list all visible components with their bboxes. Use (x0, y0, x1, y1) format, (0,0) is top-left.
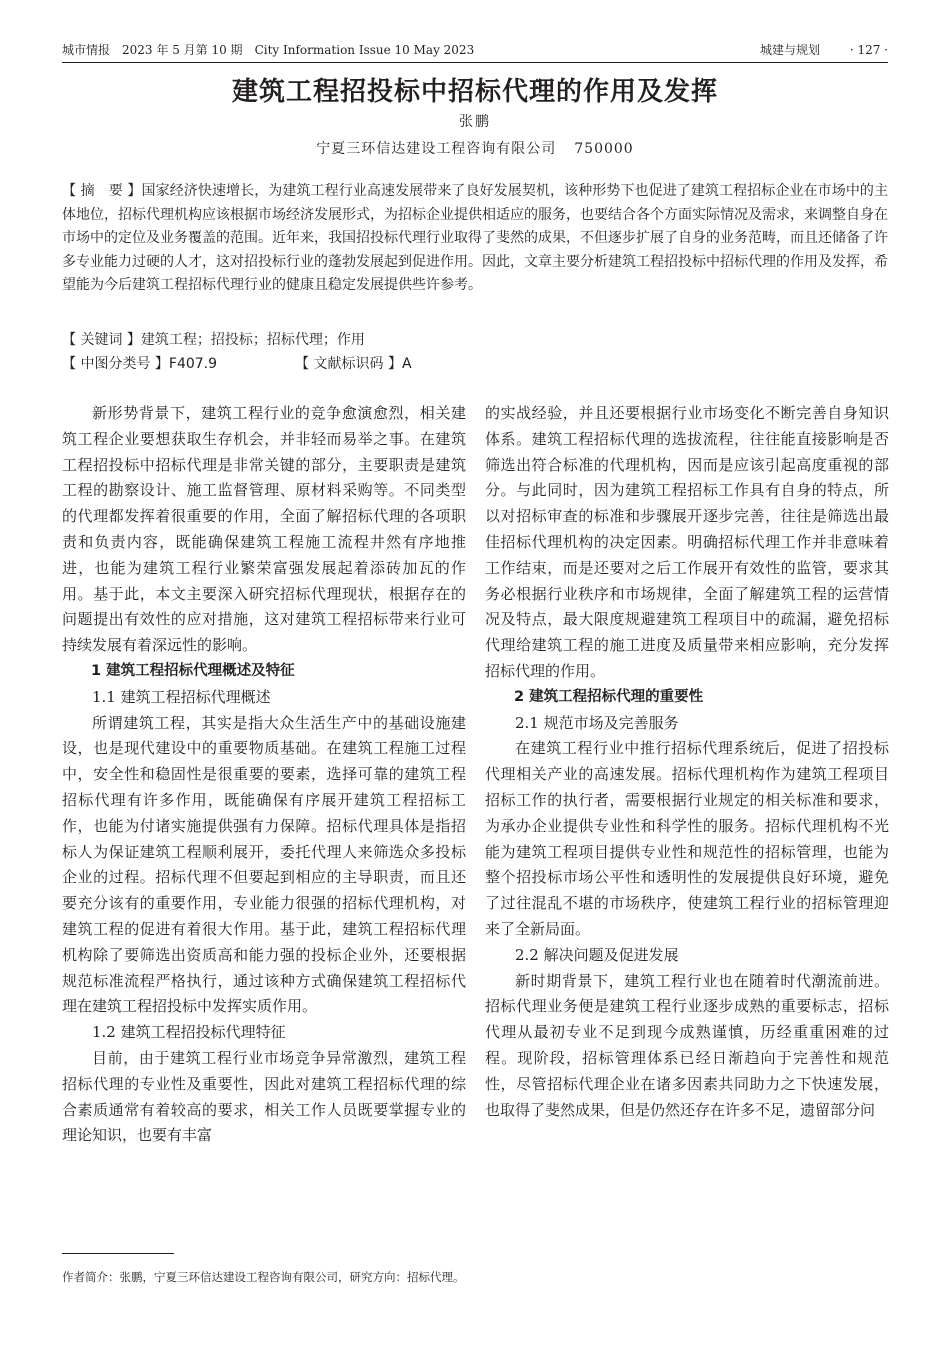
body-paragraph: 所谓建筑工程，其实是指大众生活生产中的基础设施建设，也是现代建设中的重要物质基础。在建筑工程施工过程中，安全性和稳固性是很重要的要素，选择可靠的建筑工程招标代理有许多作用，既能确保有序展开建筑工程招标工作，也能为付诸实施提供强有力保障。招标代理具体是指招标人为保证建筑工程顺利展开，委托代理人来筛选众多投标企业的过程。招标代理不但要起到相应的主导职责，而且还要充分该有的重要作用，专业能力很强的招标代理机构，对建筑工程的促进有着很大作用。基于此，建筑工程招标代理机构除了要筛选出资质高和能力强的投标企业外，还要根据规范标准流程严格执行，通过该种方式确保建筑工程招标代理在建筑工程招投标中发挥实质作用。 (62, 713, 466, 1016)
body-paragraph: 新时期背景下，建筑工程行业也在随着时代潮流前进。招标代理业务便是建筑工程行业逐步成熟的重要标志，招标代理从最初专业不足到现今成熟谨慎，历经重重困难的过程。现阶段，招标管理体系已经日渐趋向于完善性和规范性，尽管招标代理企业在诸多因素共同助力之下快速发展，也取得了斐然成果，但是仍然还存在许多不足，遗留部分问 (485, 971, 889, 1119)
running-header (62, 38, 888, 63)
article-title: 建筑工程招投标中招标代理的作用及发挥 (231, 77, 718, 107)
keywords-label: 【 关键词 】 (62, 332, 141, 348)
author-footnote: 作者简介：张鹏，宁夏三环信达建设工程咨询有限公司，研究方向：招标代理。 (62, 1270, 465, 1284)
clc-label: 【 中图分类号 】 (62, 356, 169, 372)
abstract-text: 国家经济快速增长，为建筑工程行业高速发展带来了良好发展契机，该种形势下也促进了建筑工程招标企业在市场中的主体地位，招标代理机构应该根据市场经济发展形式，为招标企业提供相适应的服务，也要结合各个方面实际情况及需求，来调整自身在市场中的定位及业务覆盖的范围。近年来，我国招投标代理行业取得了斐然的成果，不但逐步扩展了自身的业务范畴，而且还储备了许多专业能力过硬的人才，这对招投标行业的蓬勃发展起到促进作用。因此，文章主要分析建筑工程招投标中招标代理的作用及发挥，希望能为今后建筑工程招标代理行业的健康且稳定发展提供些许参考。 (62, 183, 889, 294)
clc-value: F407.9 (168, 356, 218, 372)
affiliation-line (62, 139, 888, 159)
section-heading-1: 1 建筑工程招标代理概述及特征 (91, 662, 295, 679)
body-column-left (62, 401, 466, 1149)
header-left (62, 38, 474, 62)
body-column-right (485, 401, 889, 1123)
body-paragraph: 的实战经验，并且还要根据行业市场变化不断完善自身知识体系。建筑工程招标代理的选拔流程，往往能直接影响是否筛选出符合标准的代理机构，因而是应该引起高度重视的部分。与此同时，因为建筑工程招标工作具有自身的特点，所以对招标审查的标准和步骤展开逐步完善，往往是筛选出最佳招标代理机构的决定因素。明确招标代理工作并非意味着工作结束，而是还要对之后工作展开有效性的监管，要求其务必根据行业秩序和市场规律，全面了解建筑工程的运营情况及特点，最大限度规避建筑工程项目中的疏漏，避免招标代理给建筑工程的施工进度及质量带来相应影响，充分发挥招标代理的作用。 (485, 404, 889, 680)
abstract (62, 180, 888, 298)
abstract-label: 【 摘 要 】 (62, 183, 142, 199)
body-paragraph: 目前，由于建筑工程行业市场竞争异常激烈，建筑工程招标代理的专业性及重要性，因此对建筑工程招标代理的综合素质通常有着较高的要求，相关工作人员既要掌握专业的理论知识，也要有丰富 (62, 1048, 466, 1145)
subsection-heading-1-1: 1.1 建筑工程招标代理概述 (92, 687, 271, 706)
subsection-heading-2-2: 2.2 解决问题及促进发展 (515, 945, 679, 964)
footnote-divider (62, 1253, 174, 1254)
affiliation: 宁夏三环信达建设工程咨询有限公司 (316, 141, 557, 157)
body-paragraph: 在建筑工程行业中推行招标代理系统后，促进了招投标代理相关产业的高速发展。招标代理机构作为建筑工程项目招标工作的执行者，需要根据行业规定的相关标准和要求，为承办企业提供专业性和科学性的服务。招标代理机构不光能为建筑工程项目提供专业性和规范性的招标管理，也能为整个招投标市场公平性和透明性的发展提供良好环境，避免了过往混乱不堪的市场秩序，使建筑工程行业的招标管理迎来了全新局面。 (485, 739, 889, 938)
keywords-line (62, 329, 888, 351)
section-heading-2: 2 建筑工程招标代理的重要性 (514, 688, 704, 705)
keywords-text: 建筑工程；招投标；招标代理；作用 (140, 332, 365, 348)
subsection-heading-1-2: 1.2 建筑工程招投标代理特征 (92, 1023, 286, 1042)
issue-cn: 2023 年 5 月第 10 期 (122, 43, 243, 57)
doc-code-value: A (401, 356, 412, 372)
issue-en: City Information Issue 10 May 2023 (254, 43, 475, 57)
header-right (748, 38, 888, 62)
page-number: · 127 · (849, 43, 888, 57)
classification-line (62, 353, 888, 375)
postcode: 750000 (574, 141, 634, 157)
section-name: 城建与规划 (759, 43, 820, 57)
body-paragraph: 新形势背景下，建筑工程行业的竞争愈演愈烈，相关建筑工程企业要想获取生存机会，并非轻而易举之事。在建筑工程招投标中招标代理是非常关键的部分，主要职责是建筑工程的勘察设计、施工监督管理、原材料采购等。不同类型的代理都发挥着很重要的作用，全面了解招标代理的各项职责和负责内容，既能确保建筑工程施工流程井然有序地推进，也能为建筑工程行业繁荣富强发展起着添砖加瓦的作用。基于此，本文主要深入研究招标代理现状，根据存在的问题提出有效性的应对措施，这对建筑工程招标带来行业可持续发展有着深远性的影响。 (62, 404, 466, 655)
author-name: 张鹏 (459, 114, 491, 130)
journal-name: 城市情报 (62, 43, 111, 57)
doc-code-label: 【 文献标识码 】 (295, 356, 402, 372)
subsection-heading-2-1: 2.1 规范市场及完善服务 (515, 713, 679, 732)
